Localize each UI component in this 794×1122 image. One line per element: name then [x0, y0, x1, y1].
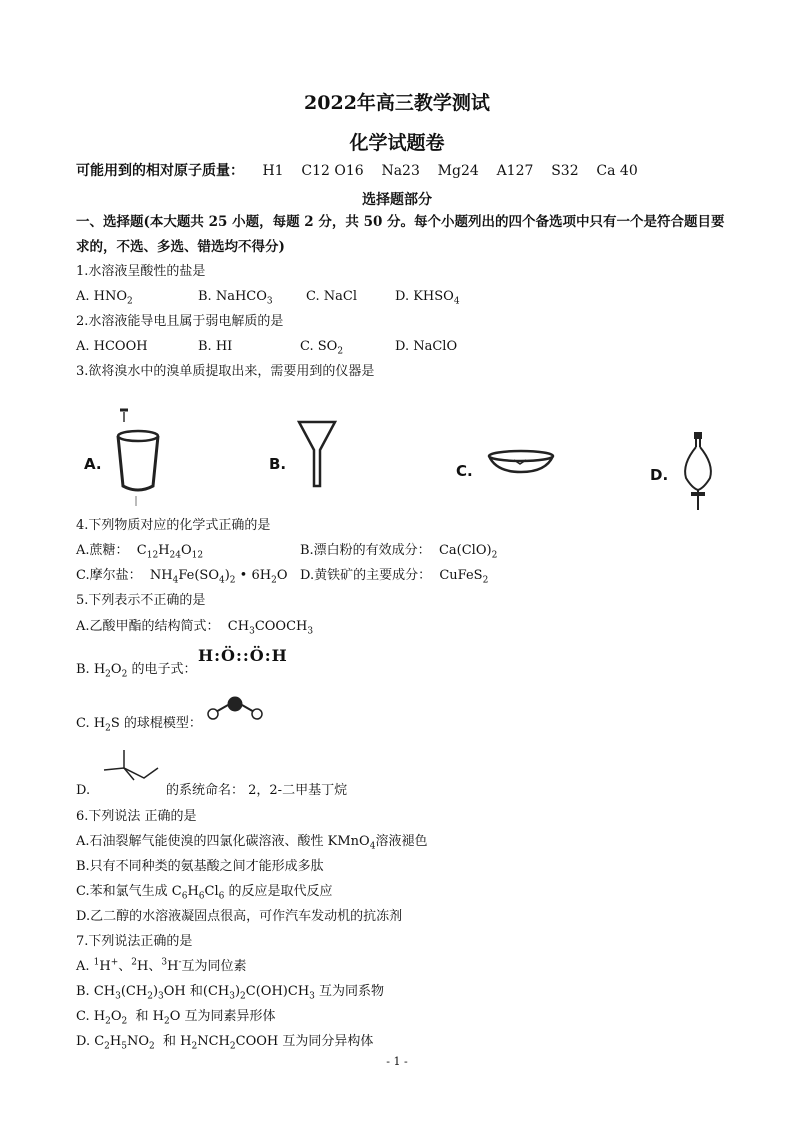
separatory-funnel-icon	[678, 430, 718, 512]
q1-option-b: B. NaHCO$_3$	[198, 289, 273, 307]
q3-label-d: D.	[650, 466, 669, 484]
q5-stem: 5.下列表示不正确的是	[76, 593, 206, 608]
ball-stick-model-icon	[204, 696, 266, 722]
q4-option-c: C.摩尔盐： $NH_4Fe(SO_4)_2$ • $6H_2O$	[76, 568, 288, 586]
section-heading: 选择题部分	[362, 192, 432, 208]
q1-stem: 1.水溶液呈酸性的盐是	[76, 264, 206, 279]
instructions-line2: 求的，不选、多选、错选均不得分)	[76, 239, 285, 255]
evaporating-dish-icon	[486, 446, 556, 476]
q2-option-d: D. NaClO	[395, 339, 458, 354]
q6-option-b: B.只有不同种类的氨基酸之间才能形成多肽	[76, 859, 324, 874]
q4-stem: 4.下列物质对应的化学式正确的是	[76, 518, 271, 533]
paper-subtitle: 化学试题卷	[349, 132, 445, 154]
q7-option-c: C. $H_2O_2$ 和 $H_2O$ 互为同素异形体	[76, 1009, 276, 1027]
q1-option-c: C. NaCl	[306, 289, 357, 304]
exam-title: 2022年高三教学测试	[304, 92, 490, 114]
atomic-mass-label: 可能用到的相对原子质量：	[76, 163, 244, 179]
instructions-line1: 一、选择题(本大题共 25 小题，每题 2 分，共 50 分。每个小题列出的四个备选项中只有一个是符合题目要	[76, 214, 725, 230]
q7-option-d: D. $C_2H_5NO_2$ 和 $H_2NCH_2COOH$ 互为同分异构体	[76, 1034, 374, 1052]
atomic-mass-line	[76, 163, 638, 179]
q3-stem: 3.欲将溴水中的溴单质提取出来，需要用到的仪器是	[76, 364, 375, 379]
q6-option-c: C.苯和氯气生成 $C_6H_6Cl_6$ 的反应是取代反应	[76, 884, 333, 902]
q2-option-a: A. HCOOH	[76, 339, 148, 354]
skeletal-formula-icon	[100, 748, 162, 784]
beaker-icon	[108, 408, 168, 508]
q5-option-d-label: D.	[76, 783, 91, 798]
page-number: - 1 -	[386, 1055, 408, 1068]
q5-option-b: B. $H_2O_2$ 的电子式：	[76, 662, 197, 680]
q2-option-b: B. HI	[198, 339, 233, 354]
q4-option-d: D.黄铁矿的主要成分： CuFeS$_2$	[300, 568, 489, 586]
funnel-icon	[296, 420, 338, 490]
q6-option-a: A.石油裂解气能使溴的四氯化碳溶液、酸性 KMnO$_4$溶液褪色	[76, 834, 428, 852]
q5-option-d-text: 的系统命名： 2，2-二甲基丁烷	[166, 783, 348, 798]
q6-option-d: D.乙二醇的水溶液凝固点很高，可作汽车发动机的抗冻剂	[76, 909, 403, 924]
q3-label-b: B.	[269, 455, 287, 473]
q5-option-c: C. $H_2S$ 的球棍模型：	[76, 716, 202, 734]
q1-option-a: A. $HNO_2$	[76, 289, 133, 307]
atomic-mass-values: H1 C12 O16 Na23 Mg24 A127 S32 Ca 40	[262, 163, 638, 179]
q4-option-b: B.漂白粉的有效成分： $Ca(ClO)_2$	[300, 543, 498, 561]
q3-label-a: A.	[84, 455, 102, 473]
q1-option-d: D. $KHSO_4$	[395, 289, 460, 307]
q7-stem: 7.下列说法正确的是	[76, 934, 193, 949]
q3-label-c: C.	[456, 462, 473, 480]
q6-stem: 6.下列说法 正确的是	[76, 809, 197, 824]
q4-option-a: A.蔗糖： $C_{12}H_{24}O_{12}$	[76, 543, 204, 561]
q2-option-c: C. $SO_2$	[300, 339, 344, 357]
q5-option-a: A.乙酸甲酯的结构简式： $CH_3COOCH_3$	[76, 619, 314, 637]
q7-option-b: B. $CH_3(CH_2)_3OH$ 和$(CH_3)_2C(OH)CH_3$ 互为同系物	[76, 984, 385, 1002]
q7-option-a: A. $^1$H+、$^2$H、$^3$H-互为同位素	[76, 957, 247, 974]
q2-stem: 2.水溶液能导电且属于弱电解质的是	[76, 314, 284, 329]
electron-formula: H:Ö::Ö:H	[198, 646, 288, 665]
